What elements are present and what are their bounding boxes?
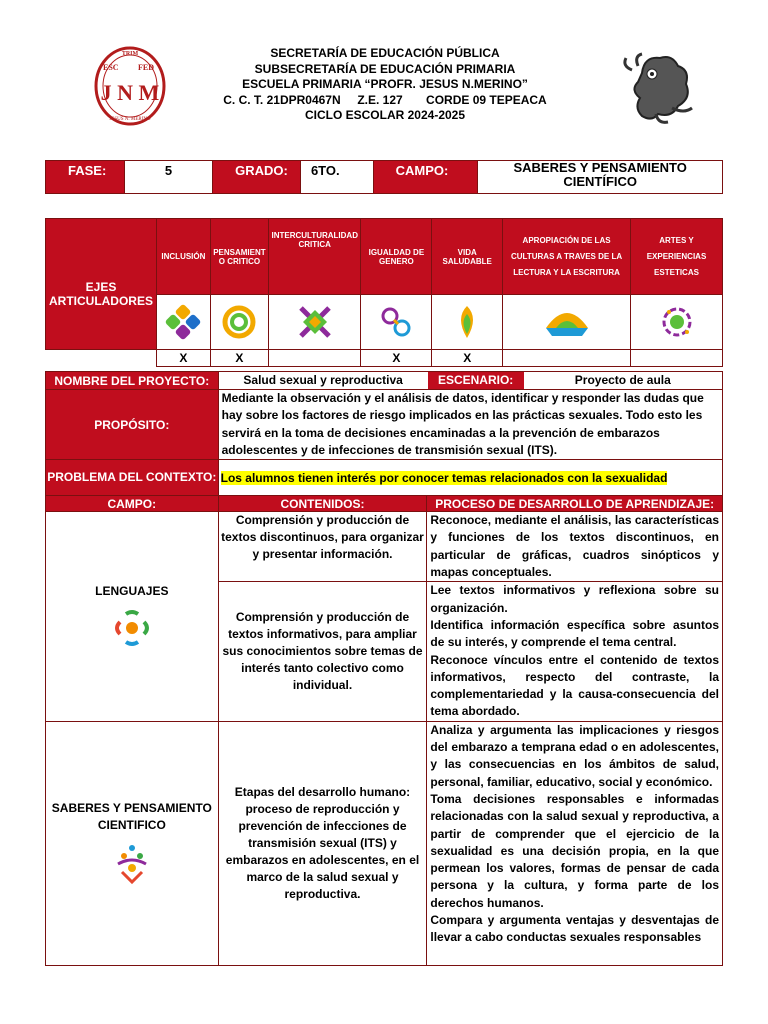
project-table [45,371,723,966]
header-line-2: SUBSECRETARÍA DE EDUCACIÓN PRIMARIA [254,61,516,76]
vida-icon-cell [432,295,503,350]
header-ze: Z.E. 127 [357,92,403,107]
campo-label: CAMPO: [373,161,478,194]
pre-hispanic-emblem [612,48,702,128]
campo-lenguajes [46,512,219,722]
escenario-value: Proyecto de aula [574,373,671,387]
col-contenidos: CONTENIDOS: [218,496,427,512]
escenario-label: ESCENARIO: [428,372,524,389]
eje-vida-mark: X [432,350,503,367]
proceso-lenguajes-2: Lee textos informativos y reflexiona sobre su organización. Identifica información específica sobre asuntos de su interés, y comprende el tema central. Reconoce vínculos entre el contenido de textos informativos, respecto del contraste, la complementariedad y la causa-consecuencia del tema abordado. [427,582,723,721]
eje-artes-mark [631,350,723,367]
svg-text:TRIM: TRIM [121,51,139,57]
eje-apropiacion-mark [503,350,631,367]
info-table [45,160,723,194]
header-line-4 [170,93,600,109]
eje-pensamiento-label: PENSAMIENT O CRITICO [210,219,268,295]
proceso-saberes-1: Analiza y argumenta las implicaciones y riesgos del embarazo a temprana edad o en adolescentes, y las consecuencias en los ámbitos de salud, personal, familiar, educativo, social y económico. Toma decisiones responsables e informadas relacionadas con la salud sexual y reproductiva, a partir de comprender que el ejercicio de la sexualidad es una decisión propia, en la que permean los valores, formas de pensar de cada persona y la cultura, y forma parte de los derechos humanos. Compara y argumenta ventajas y desventajas de llevar a cabo conductas sexuales responsables [427,721,723,965]
institution-header [170,46,600,124]
eje-artes-label: ARTES Y EXPERIENCIAS ESTETICAS [631,219,723,295]
interculturality-icon [297,304,333,340]
eje-igualdad-mark: X [361,350,432,367]
header-line-3: ESCUELA PRIMARIA “PROFR. JESUS N.MERINO” [242,77,528,91]
saberes-icon [112,842,152,886]
eje-vida-label: VIDA SALUDABLE [432,219,503,295]
eje-igualdad-label: IGUALDAD DE GENERO [361,219,432,295]
svg-text:J N M: J N M [100,80,160,105]
eje-inclusion-mark: X [156,350,210,367]
lenguajes-icon [112,608,152,648]
igualdad-icon-cell [361,295,432,350]
svg-text:JESUS N. MERINO: JESUS N. MERINO [109,117,151,122]
col-campo: CAMPO: [46,496,219,512]
ejes-title: EJES ARTICULADORES [46,219,157,350]
fase-label: FASE: [46,161,125,194]
problema-cell [218,460,722,496]
svg-text:FED: FED [138,63,154,72]
problema-label: PROBLEMA DEL CONTEXTO: [46,460,219,496]
arts-icon [659,304,695,340]
col-proceso: PROCESO DE DESARROLLO DE APRENDIZAJE: [427,496,723,512]
artes-icon-cell [631,295,723,350]
nombre-label: NOMBRE DEL PROYECTO: [46,372,219,390]
campo-saberes-name: SABERES Y PENSAMIENTO CIENTIFICO [51,801,212,833]
svg-text:ESC: ESC [103,63,119,72]
contenido-lenguajes-2: Comprensión y producción de textos informativos, para ampliar sus conocimientos sobre temas de interés tanto colectivo como individual. [218,582,427,721]
gender-equality-icon [378,304,414,340]
campo-lenguajes-name: LENGUAJES [95,584,169,599]
grado-label: GRADO: [213,161,301,194]
ejes-table [45,218,723,367]
header-cct: C. C. T. 21DPR0467N [223,92,341,107]
inclusion-icon-cell [156,295,210,350]
interculturalidad-icon-cell [268,295,361,350]
proposito-value: Mediante la observación y el análisis de datos, identificar y responder las dudas que hay sobre los factores de riesgo implicados en las prácticas sexuales. Todo esto les servirá en la toma de decisiones encaminadas a la prevención de embarazos adolescentes y de infecciones de transmisión sexual (ITS). [218,390,722,460]
campo-value: SABERES Y PENSAMIENTO CIENTÍFICO [478,161,723,194]
campo-saberes [46,721,219,965]
grado-value: 6TO. [300,161,373,194]
eje-pensamiento-mark: X [210,350,268,367]
apropiacion-icon-cell [503,295,631,350]
contenido-saberes-1: Etapas del desarrollo humano: proceso de reproducción y prevención de infecciones de transmisión sexual (ITS) y embarazos en adolescentes, en el marco de la salud sexual y reproductiva. [218,721,427,965]
proposito-label: PROPÓSITO: [46,390,219,460]
header-line-5: CICLO ESCOLAR 2024-2025 [304,108,466,122]
school-logo [88,44,172,128]
pensamiento-icon-cell [210,295,268,350]
header-line-1: SECRETARÍA DE EDUCACIÓN PÚBLICA [270,46,500,60]
header-corde: CORDE 09 TEPEACA [426,92,547,107]
healthy-life-icon [449,304,485,340]
proceso-lenguajes-1: Reconoce, mediante el análisis, las características y funciones de los textos discontinuos, en particular de gráficas, cuadros sinópticos y mapas conceptuales. [427,512,723,582]
reading-writing-icon [542,304,592,340]
critical-thinking-icon [221,304,257,340]
contenido-lenguajes-1: Comprensión y producción de textos discontinuos, para organizar y presentar información. [218,512,427,582]
eje-interculturalidad-label: INTERCULTURALIDAD CRITICA [268,219,361,295]
nombre-escenario-cell [218,372,722,390]
eje-inclusion-label: INCLUSIÓN [156,219,210,295]
ejes-title-spacer [46,350,157,367]
nombre-value: Salud sexual y reproductiva [243,373,403,387]
eje-apropiacion-label: APROPIACIÓN DE LAS CULTURAS A TRAVES DE LA LECTURA Y LA ESCRITURA [503,219,631,295]
fase-value: 5 [124,161,212,194]
eje-interculturalidad-mark [268,350,361,367]
problema-value: Los alumnos tienen interés por conocer temas relacionados con la sexualidad [220,470,668,485]
inclusion-icon [165,304,201,340]
